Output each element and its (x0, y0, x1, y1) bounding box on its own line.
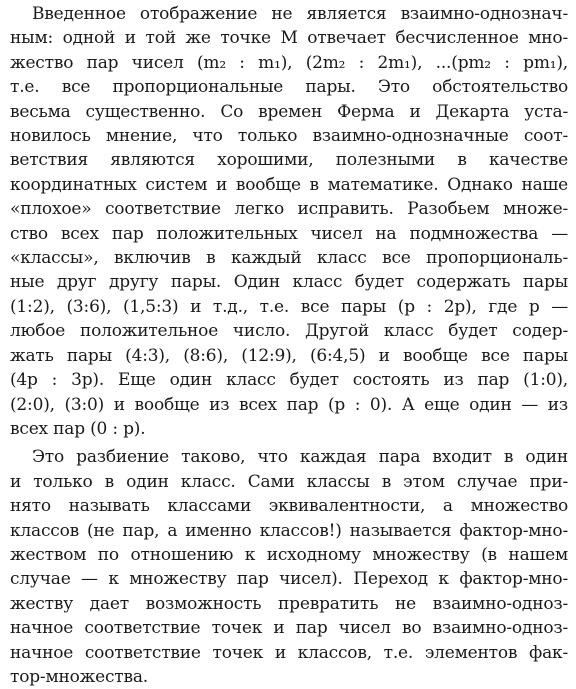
text-line: новилось мнение, что только взаимно-однозначные соот- (10, 126, 568, 147)
text-line: тор-множества. (10, 666, 148, 687)
text-line: жать пары (4:3), (8:6), (12:9), (6:4,5) и вообще все пары (10, 345, 568, 366)
paragraph-2 (10, 445, 568, 689)
text-line: всех пар (0 : p). (10, 418, 146, 439)
text-line: т.е. все пропорциональные пары. Это обстоятельство (10, 77, 568, 98)
text-line: жеством по отношению к исходному множеству (в нашем (10, 544, 568, 565)
book-page (0, 2, 576, 687)
text-line: весьма существенно. Со времен Ферма и Декарта уста- (10, 101, 568, 122)
text-line: Это разбиение таково, что каждая пара входит в один (32, 447, 568, 468)
text-line: ство всех пар положительных чисел на подмножества — (10, 223, 568, 244)
text-line: Введенное отображение не является взаимно-однознач- (32, 4, 568, 24)
text-line: «плохое» соответствие легко исправить. Разобьем множе- (10, 199, 568, 220)
text-line: (4p : 3p). Еще один класс будет состоять из пар (1:0), (10, 370, 568, 391)
text-line: координатных систем и вообще в математике. Однако наше (10, 174, 568, 195)
text-line: (1:2), (3:6), (1,5:3) и т.д., т.е. все пары (p : 2p), где p — (10, 296, 568, 317)
text-line: классов (не пар, а именно классов!) называется фактор-мно- (10, 520, 568, 541)
paragraph-1 (10, 2, 568, 441)
text-line: ные друг другу пары. Один класс будет содержать пары (10, 272, 568, 293)
text-line: ветствия являются хорошими, полезными в качестве (10, 150, 568, 171)
text-line: жество пар чисел (m₂ : m₁), (2m₂ : 2m₁), ...(pm₂ : pm₁), (10, 52, 568, 73)
text-line: и только в один класс. Сами классы в этом случае при- (10, 471, 568, 492)
text-line: (2:0), (3:0) и вообще из всех пар (p : 0). А еще один — из (10, 394, 568, 415)
text-line: ным: одной и той же точке M отвечает бесчисленное мно- (10, 28, 568, 49)
text-line: жеству дает возможность превратить не взаимно-одноз- (10, 593, 568, 614)
text-line: начное соответствие точек и классов, т.е. элементов фак- (10, 642, 568, 663)
text-line: случае — к множеству пар чисел). Переход к фактор-мно- (10, 569, 568, 590)
text-line: начное соответствие точек и пар чисел во взаимно-одноз- (10, 618, 568, 639)
text-line: нято называть классами эквивалентности, а множество (10, 496, 568, 517)
text-line: «классы», включив в каждый класс все пропорциональ- (10, 248, 568, 269)
text-line: любое положительное число. Другой класс будет содер- (10, 321, 568, 342)
